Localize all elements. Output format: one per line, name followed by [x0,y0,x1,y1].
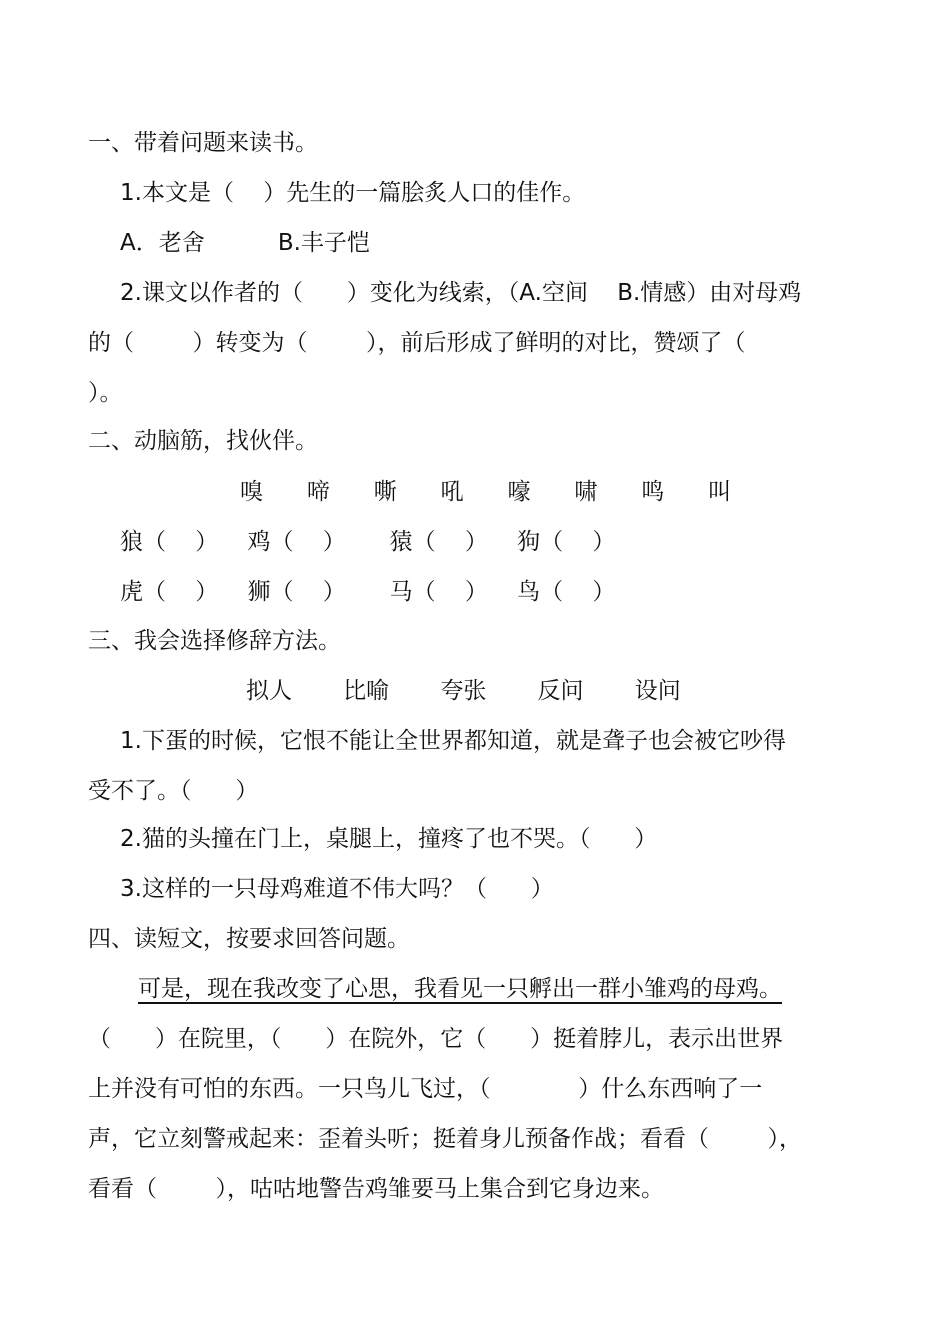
section3-options: 拟人 比喻 夸张 反问 设问 [246,678,681,704]
section3-q1-line1: 1.下蛋的时候，它恨不能让全世界都知道，就是聋子也会被它吵得 [120,728,786,754]
section1-q1: 1.本文是（ ）先生的一篇脍炙人口的佳作。 [120,180,586,206]
section3-q1-line2: 受不了。（ ） [88,778,259,804]
section3-heading: 三、我会选择修辞方法。 [88,628,341,654]
section4-passage-line4: 声，它立刻警戒起来：歪着头听；挺着身儿预备作战；看看（ ）， [88,1126,802,1152]
section3-q3: 3.这样的一只母鸡难道不伟大吗？（ ） [120,876,554,902]
section2-heading: 二、动脑筋，找伙伴。 [88,428,318,454]
section1-heading: 一、带着问题来读书。 [88,130,318,156]
section4-passage-line2: （ ）在院里，（ ）在院外，它（ ）挺着脖儿，表示出世界 [88,1026,784,1052]
section2-word-bank: 嗅 啼 嘶 吼 嚎 啸 鸣 叫 [240,479,732,505]
section4-passage-underlined: 可是，现在我改变了心思，我看见一只孵出一群小雏鸡的母鸡。 [138,976,782,1002]
section4-passage-line3: 上并没有可怕的东西。一只鸟儿飞过，（ ）什么东西响了一 [88,1076,763,1102]
section1-q2-line1: 2.课文以作者的（ ）变化为线索，（A.空间 B.情感）由对母鸡 [120,280,802,306]
section3-q2: 2.猫的头撞在门上，桌腿上，撞疼了也不哭。（ ） [120,826,658,852]
section4-heading: 四、读短文，按要求回答问题。 [88,926,410,952]
section1-q1-options: A．老舍 B.丰子恺 [120,230,370,256]
section2-row1: 狼（ ） 鸡（ ） 猿（ ） 狗（ ） [120,529,616,555]
section4-passage-line5: 看看（ ），咕咕地警告鸡雏要马上集合到它身边来。 [88,1176,664,1202]
section1-q2-line2: 的（ ）转变为（ ），前后形成了鲜明的对比，赞颂了（ [88,330,746,356]
section2-row2: 虎（ ） 狮（ ） 马（ ） 鸟（ ） [120,579,616,605]
section1-q2-line3: ）。 [88,380,123,406]
